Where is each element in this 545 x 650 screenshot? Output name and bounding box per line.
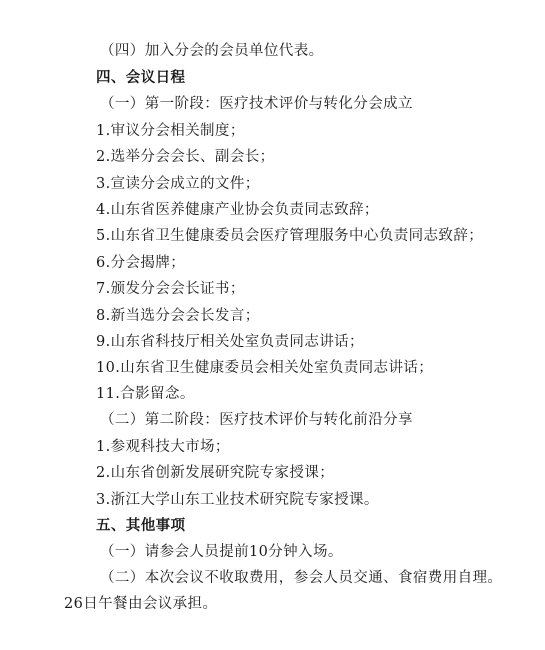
phase-two-item-3: 3.浙江大学山东工业技术研究院专家授课。 [96,492,379,508]
other-matters-item-1: （一）请参会人员提前10分钟入场。 [100,544,343,560]
phase-two-item-1: 1.参观科技大市场； [96,439,230,455]
other-matters-item-2-continuation: 26日午餐由会议承担。 [64,596,218,612]
section-heading-agenda: 四、会议日程 [96,70,186,86]
other-matters-item-2: （二）本次会议不收取费用，参会人员交通、食宿费用自理。 [100,570,503,586]
subheading-phase-one: （一）第一阶段：医疗技术评价与转化分会成立 [100,96,413,112]
agenda-item-6: 6.分会揭牌； [96,255,186,271]
section-heading-other-matters: 五、其他事项 [96,518,186,534]
agenda-item-9: 9.山东省科技厅相关处室负责同志讲话； [96,334,364,350]
agenda-item-8: 8.新当选分会会长发言； [96,308,260,324]
subheading-phase-two: （二）第二阶段：医疗技术评价与转化前沿分享 [100,412,413,428]
agenda-item-7: 7.颁发分会会长证书； [96,281,245,297]
agenda-item-2: 2.选举分会会长、副会长； [96,149,275,165]
agenda-item-10: 10.山东省卫生健康委员会相关处室负责同志讲话； [96,360,434,376]
agenda-item-11: 11.合影留念。 [96,386,195,402]
agenda-item-1: 1.审议分会相关制度； [96,123,245,139]
text-line-membership-representatives: （四）加入分会的会员单位代表。 [100,43,324,59]
agenda-item-4: 4.山东省医养健康产业协会负责同志致辞； [96,202,379,218]
phase-two-item-2: 2.山东省创新发展研究院专家授课； [96,465,335,481]
agenda-item-5: 5.山东省卫生健康委员会医疗管理服务中心负责同志致辞； [96,228,484,244]
agenda-item-3: 3.宣读分会成立的文件； [96,176,260,192]
